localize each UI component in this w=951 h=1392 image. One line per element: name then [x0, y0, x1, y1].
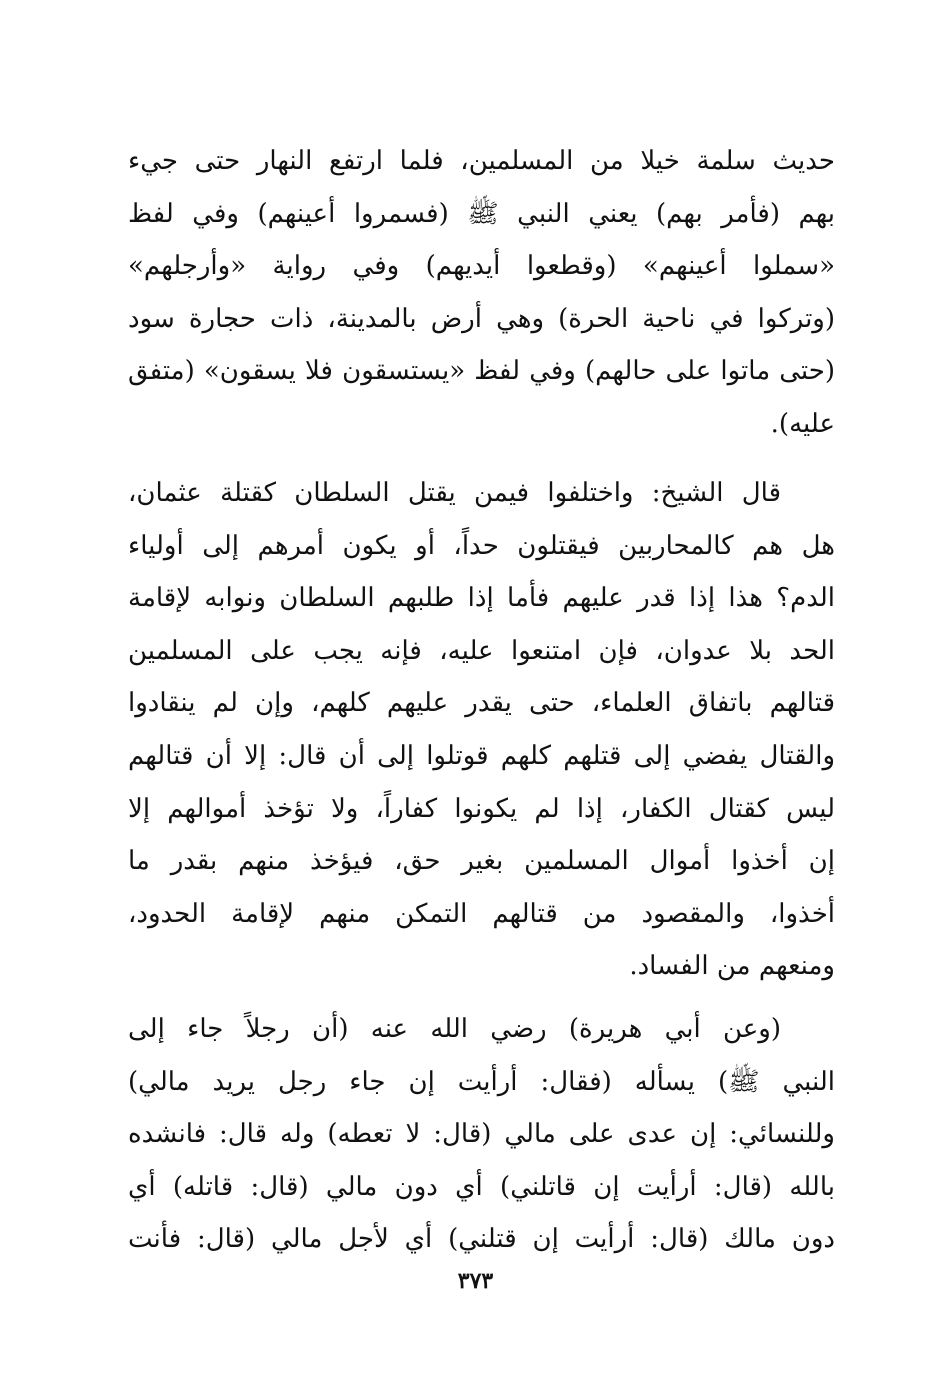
- paragraph-hadith-uraniyin: [128, 135, 835, 451]
- text-line: ليس كقتال الكفار، إذا لم يكونوا كفاراً، ولا تؤخذ أموالهم إلا: [128, 793, 835, 824]
- text-line: هل هم كالمحاربين فيقتلون حداً، أو يكون أمرهم إلى أولياء: [128, 530, 835, 561]
- text-line: قتالهم باتفاق العلماء، حتى يقدر عليهم كلهم، وإن لم ينقادوا: [128, 688, 835, 719]
- text-line: عليه).: [770, 408, 835, 439]
- paragraph-sheikh-commentary: [128, 467, 835, 993]
- text-line: إن أخذوا أموال المسلمين بغير حق، فيؤخذ منهم بقدر ما: [128, 846, 835, 877]
- text-line: أخذوا، والمقصود من قتالهم التمكن منهم لإقامة الحدود،: [128, 898, 835, 929]
- text-line: قال الشيخ: واختلفوا فيمن يقتل السلطان كقتلة عثمان،: [128, 478, 781, 508]
- text-line: بالله (قال: أرأيت إن قاتلني) أي دون مالي (قال: قاتله) أي: [128, 1171, 835, 1202]
- text-line: دون مالك (قال: أرأيت إن قتلني) أي لأجل مالي (قال: فأنت: [128, 1224, 835, 1255]
- text-line: «سملوا أعينهم» (وقطعوا أيديهم) وفي رواية «وأرجلهم»: [128, 251, 835, 282]
- text-line: النبي ﷺ) يسأله (فقال: أرأيت إن جاء رجل يريد مالي): [128, 1066, 835, 1097]
- text-line: (وعن أبي هريرة) رضي الله عنه (أن رجلاً جاء إلى: [128, 1014, 781, 1044]
- text-line: بهم (فأمر بهم) يعني النبي ﷺ (فسمروا أعينهم) وفي لفظ: [128, 198, 835, 229]
- text-line: (حتى ماتوا على حالهم) وفي لفظ «يستسقون فلا يسقون» (متفق: [128, 356, 835, 387]
- text-line: (وتركوا في ناحية الحرة) وهي أرض بالمدينة، ذات حجارة سود: [128, 303, 835, 334]
- text-line: حديث سلمة خيلا من المسلمين، فلما ارتفع النهار حتى جيء: [128, 146, 835, 176]
- text-line: وللنسائي: إن عدى على مالي (قال: لا تعطه) وله قال: فانشده: [128, 1119, 835, 1150]
- text-line: الحد بلا عدوان، فإن امتنعوا عليه، فإنه يجب على المسلمين: [128, 635, 835, 666]
- text-line: والقتال يفضي إلى قتلهم كلهم قوتلوا إلى أن قال: إلا أن قتالهم: [128, 740, 835, 771]
- text-line: ومنعهم من الفساد.: [629, 951, 835, 982]
- text-line: الدم؟ هذا إذا قدر عليهم فأما إذا طلبهم السلطان ونوابه لإقامة: [128, 583, 835, 614]
- page-number: ٣٧٣: [457, 1268, 494, 1294]
- paragraph-hadith-abu-hurayra: [128, 1003, 835, 1266]
